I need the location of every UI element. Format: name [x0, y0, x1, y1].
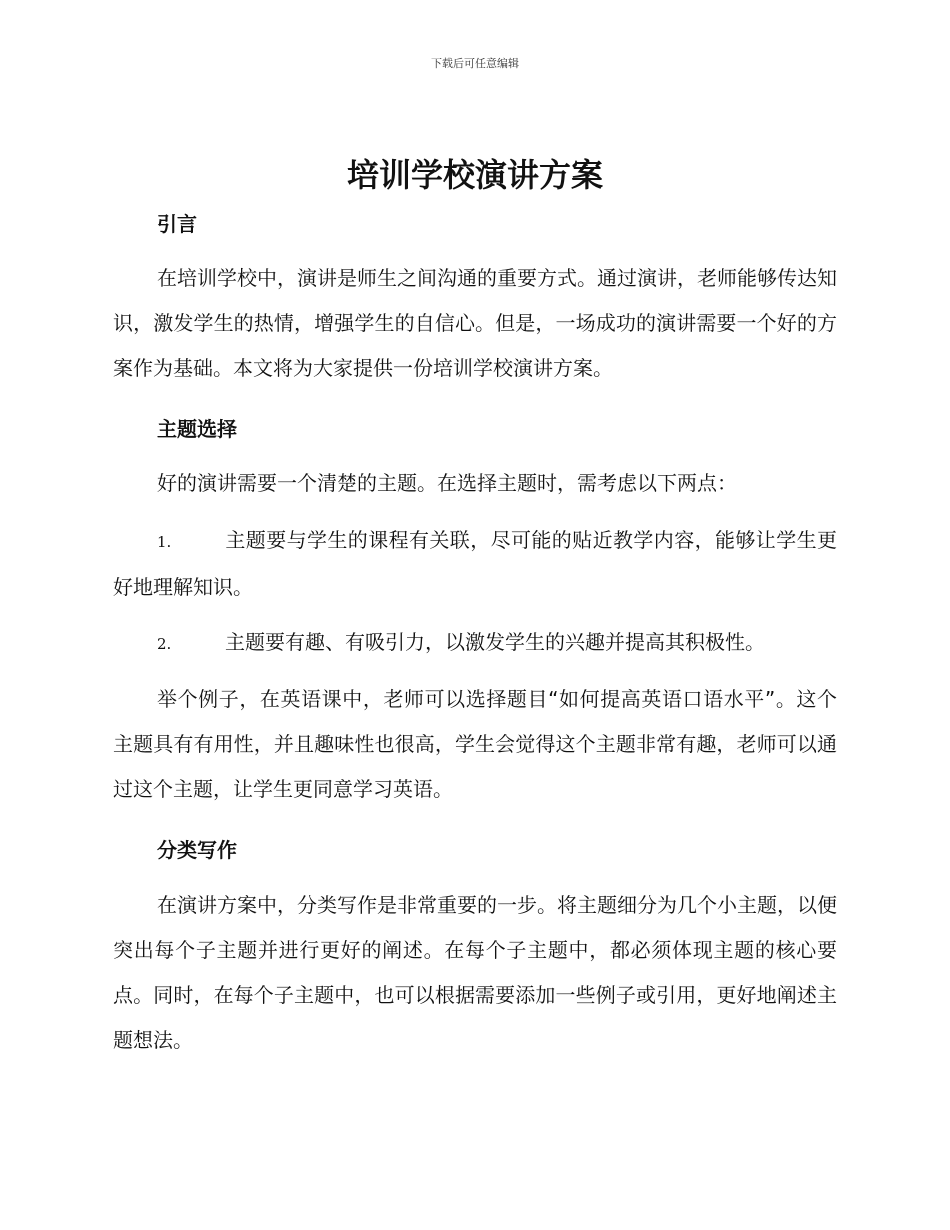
paragraph-example: 举个例子，在英语课中，老师可以选择题目“如何提高英语口语水平”。这个主题具有有用性，并且趣味性也很高，学生会觉得这个主题非常有趣，老师可以通过这个主题，让学生更同意学习英语。: [113, 687, 837, 801]
paragraph-intro: 在培训学校中，演讲是师生之间沟通的重要方式。通过演讲，老师能够传达知识，激发学生的热情，增强学生的自信心。但是，一场成功的演讲需要一个好的方案作为基础。本文将为大家提供一份培训学校演讲方案。: [113, 266, 837, 380]
heading-writing: 分类写作: [157, 838, 237, 862]
list-number: 1.: [157, 533, 172, 551]
list-item-2: [113, 620, 837, 667]
paragraph-writing: 在演讲方案中，分类写作是非常重要的一步。将主题细分为几个小主题，以便突出每个子主题并进行更好的阐述。在每个子主题中，都必须体现主题的核心要点。同时，在每个子主题中，也可以根据需要添加一些例子或引用，更好地阐述主题想法。: [113, 893, 837, 1052]
heading-intro: 引言: [157, 212, 197, 236]
list-number: 2.: [157, 635, 172, 653]
list-text: 主题要有趣、有吸引力，以激发学生的兴趣并提高其积极性。: [225, 630, 765, 654]
heading-topic: 主题选择: [157, 417, 237, 441]
document-title: 培训学校演讲方案: [346, 156, 603, 194]
list-item-1: [113, 518, 837, 610]
header-note: 下载后可任意编辑: [431, 57, 519, 70]
paragraph-topic: 好的演讲需要一个清楚的主题。在选择主题时，需考虑以下两点：: [157, 471, 737, 495]
list-text: 主题要与学生的课程有关联，尽可能的贴近教学内容，能够让学生更好地理解知识。: [113, 528, 837, 599]
